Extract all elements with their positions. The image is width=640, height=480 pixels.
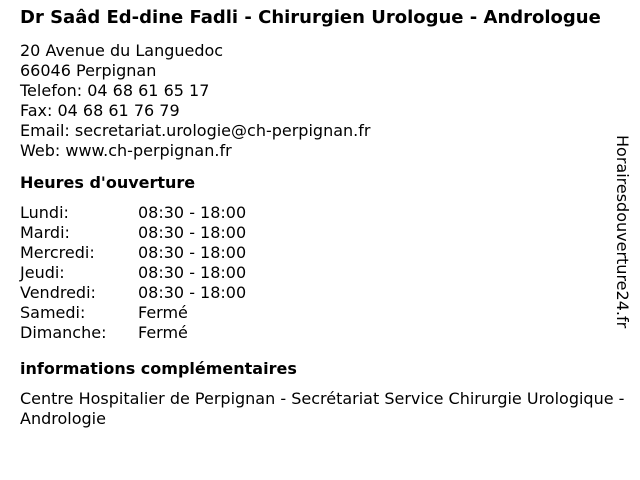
hours-row-vendredi bbox=[20, 283, 620, 303]
hours-time: 08:30 - 18:00 bbox=[138, 283, 247, 302]
opening-hours-heading: Heures d'ouverture bbox=[20, 173, 196, 192]
hours-day: Dimanche: bbox=[20, 323, 107, 342]
hours-row-dimanche bbox=[20, 323, 620, 343]
hours-day: Samedi: bbox=[20, 303, 86, 322]
hours-time: 08:30 - 18:00 bbox=[138, 223, 247, 242]
page-title: Dr Saâd Ed-dine Fadli - Chirurgien Urologue - Andrologue bbox=[20, 7, 601, 28]
fax-number: Fax: 04 68 61 76 79 bbox=[20, 101, 180, 120]
hours-row-samedi bbox=[20, 303, 620, 323]
hours-row-jeudi bbox=[20, 263, 620, 283]
opening-hours-table bbox=[20, 203, 620, 343]
address-city: 66046 Perpignan bbox=[20, 61, 157, 80]
hours-time: Fermé bbox=[138, 323, 188, 342]
hours-day: Mercredi: bbox=[20, 243, 95, 262]
hours-row-mercredi bbox=[20, 243, 620, 263]
site-watermark: Horairesdouverture24.fr bbox=[613, 135, 632, 329]
hours-time: 08:30 - 18:00 bbox=[138, 263, 247, 282]
hours-time: Fermé bbox=[138, 303, 188, 322]
website-url: Web: www.ch-perpignan.fr bbox=[20, 141, 232, 160]
additional-info-text: Centre Hospitalier de Perpignan - Secrétariat Service Chirurgie Urologique - Andrologie bbox=[20, 389, 625, 428]
hours-row-mardi bbox=[20, 223, 620, 243]
phone-number: Telefon: 04 68 61 65 17 bbox=[20, 81, 210, 100]
email-address: Email: secretariat.urologie@ch-perpignan.fr bbox=[20, 121, 371, 140]
hours-row-lundi bbox=[20, 203, 620, 223]
hours-day: Jeudi: bbox=[20, 263, 65, 282]
hours-day: Lundi: bbox=[20, 203, 69, 222]
hours-day: Vendredi: bbox=[20, 283, 96, 302]
hours-time: 08:30 - 18:00 bbox=[138, 203, 247, 222]
hours-time: 08:30 - 18:00 bbox=[138, 243, 247, 262]
hours-day: Mardi: bbox=[20, 223, 70, 242]
additional-info-heading: informations complémentaires bbox=[20, 359, 297, 378]
contact-block bbox=[20, 41, 620, 161]
address-street: 20 Avenue du Languedoc bbox=[20, 41, 224, 60]
